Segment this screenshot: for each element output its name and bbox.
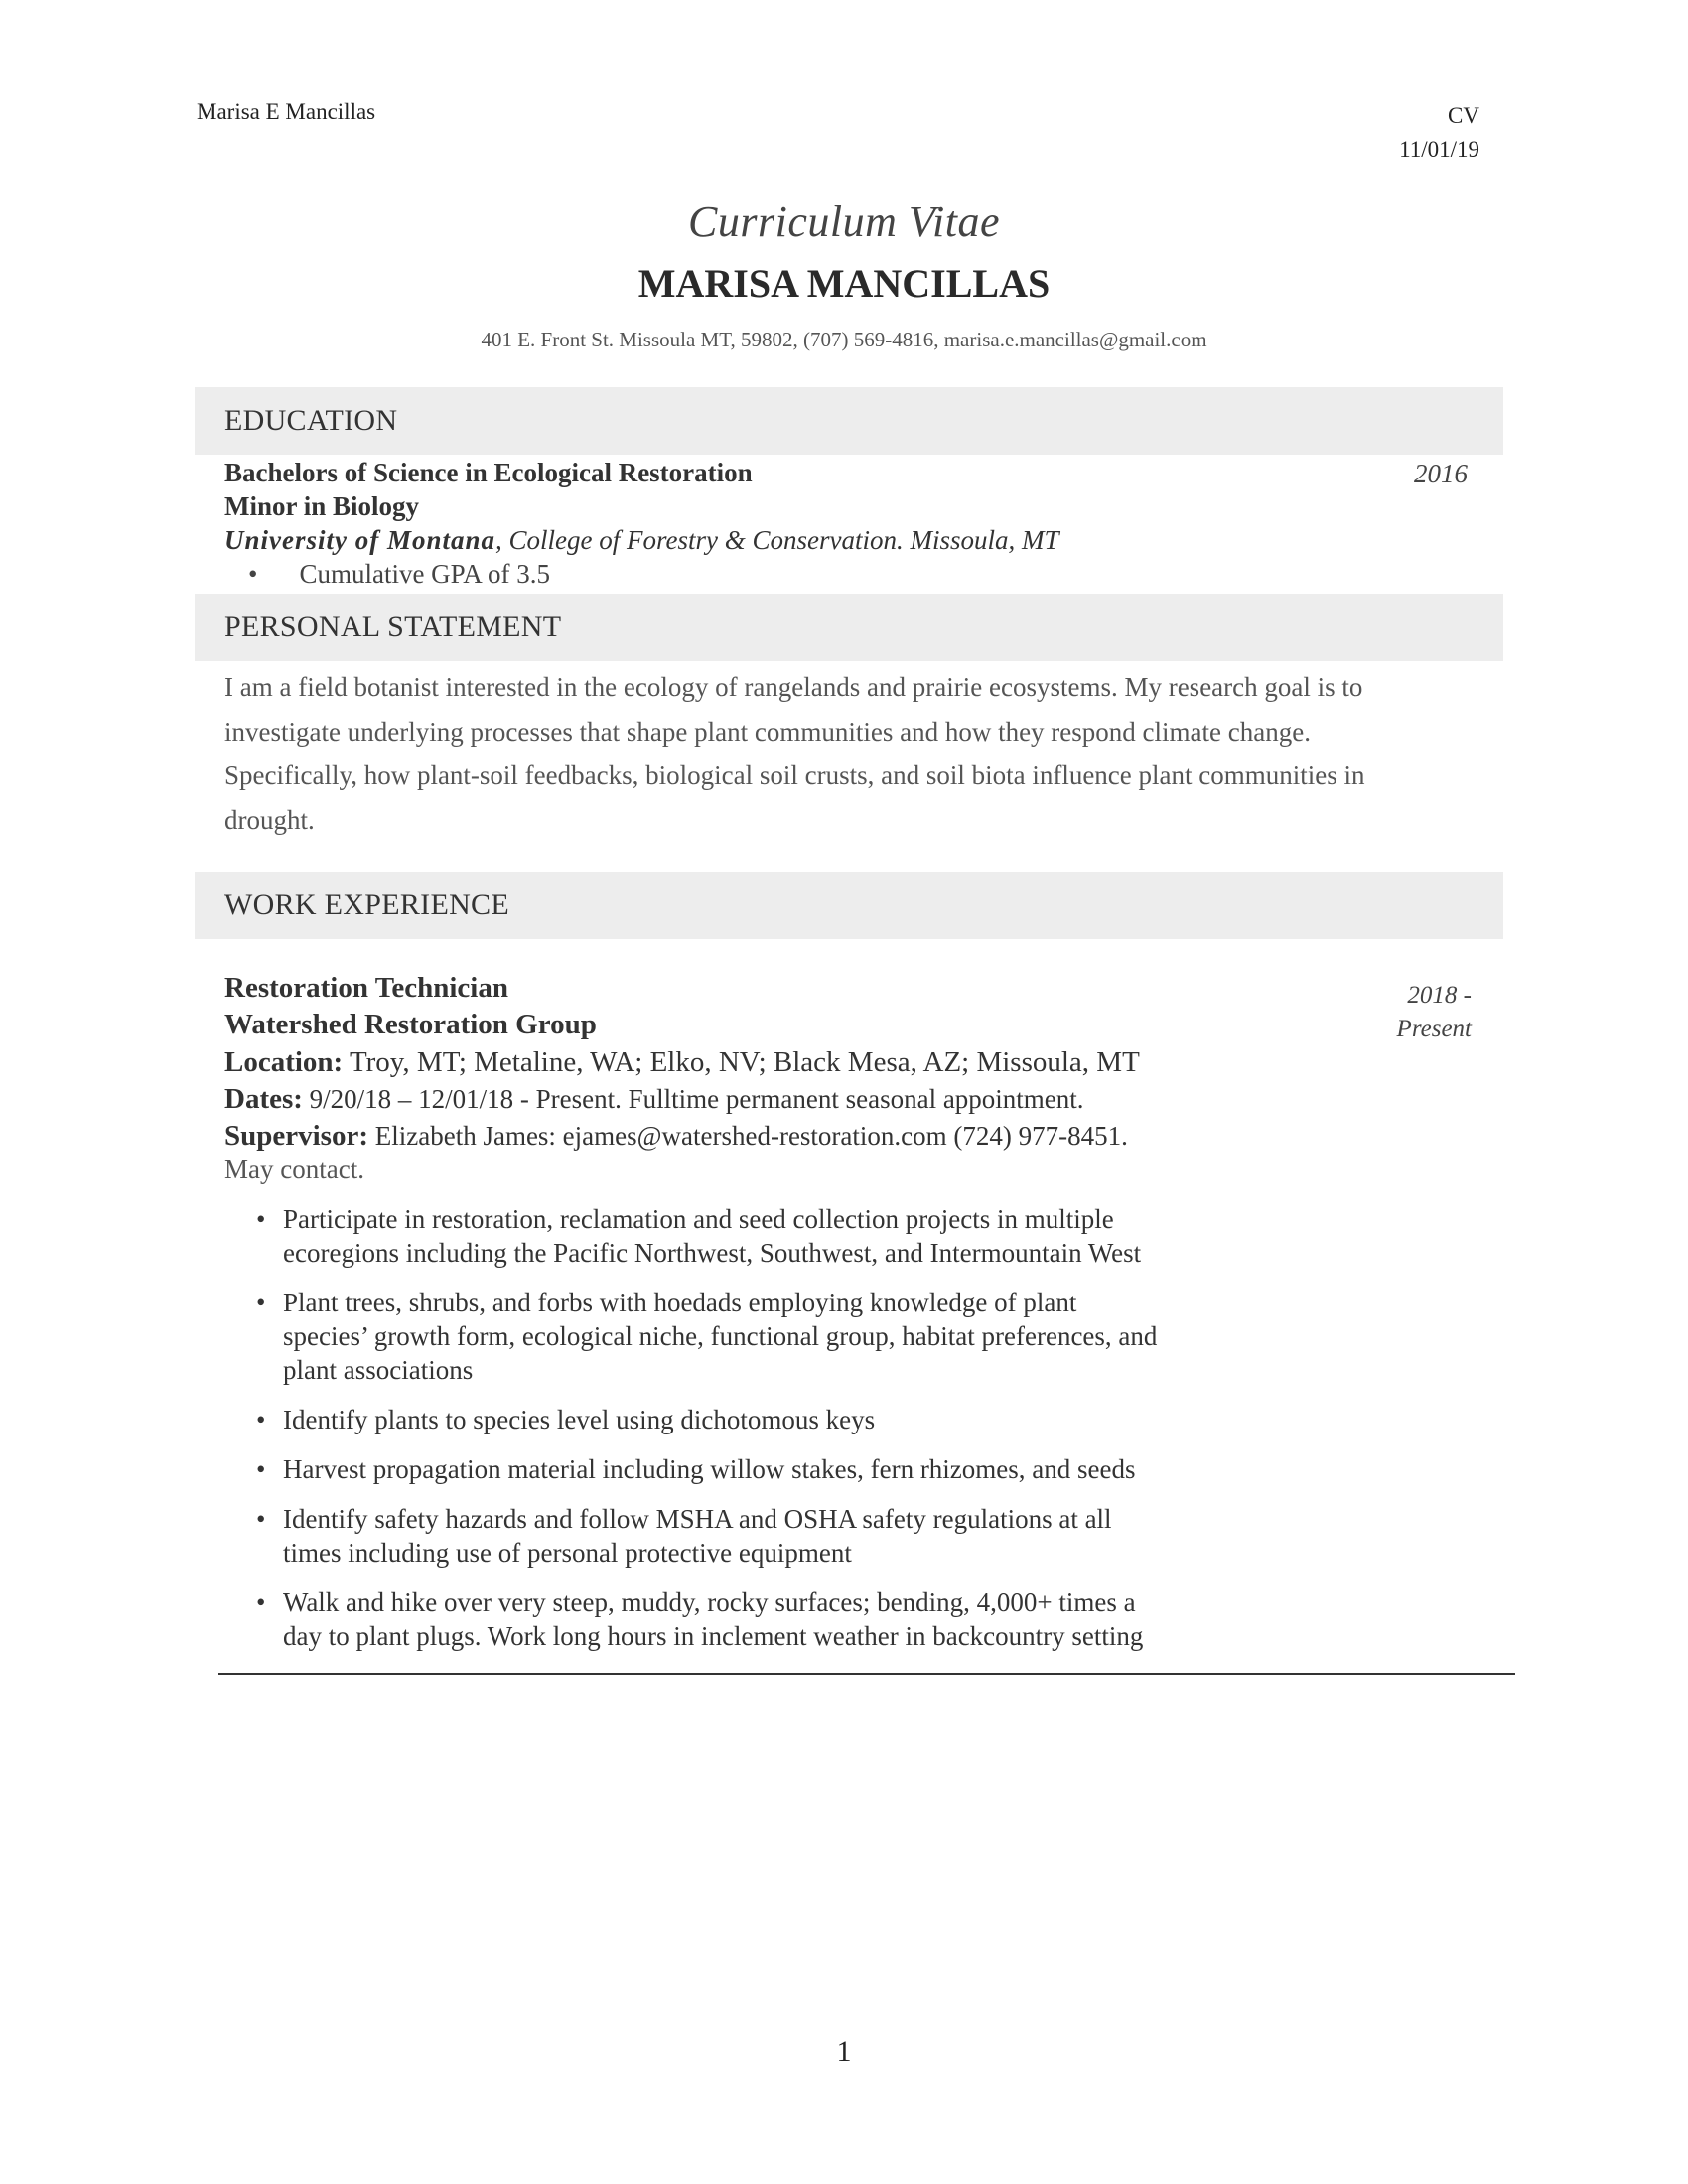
location-value: Troy, MT; Metaline, WA; Elko, NV; Black Mesa, AZ; Missoula, MT — [343, 1046, 1140, 1078]
section-divider — [218, 1673, 1479, 1675]
education-year: 2016 — [1414, 459, 1468, 488]
statement-line: Specifically, how plant-soil feedbacks, biological soil crusts, and soil biota influence plant communities in — [224, 760, 1365, 790]
bullet-dot: • — [256, 1454, 266, 1484]
job-date-range — [1291, 979, 1472, 1046]
running-header-name: Marisa E Mancillas — [197, 99, 376, 124]
statement-line: investigate underlying processes that shape plant communities and how they respond climate change. — [224, 716, 1311, 747]
bullet-dot: • — [256, 1288, 266, 1317]
statement-section-header — [195, 594, 1503, 661]
dates-value: 9/20/18 – 12/01/18 - Present. Fulltime permanent seasonal appointment. — [302, 1084, 1084, 1114]
list-item: • Identify safety hazards and follow MSHA and OSHA safety regulations at all times including use of personal protective equipment — [256, 1504, 1112, 1568]
job-date-start: 2018 - — [1407, 982, 1472, 1009]
job-supervisor — [224, 1120, 1128, 1153]
education-section-header — [195, 387, 1503, 455]
bullet-dot: • — [248, 559, 258, 589]
statement-line: drought. — [224, 804, 315, 835]
employer-name: Watershed Restoration Group — [224, 1009, 597, 1040]
minor-title: Minor in Biology — [224, 491, 420, 521]
college-name: , College of Forestry & Conservation. Missoula, MT — [495, 525, 1059, 555]
job-location — [224, 1046, 1140, 1079]
university-name: University of Montana — [224, 525, 496, 555]
work-heading: WORK EXPERIENCE — [224, 888, 509, 921]
location-label: Location: — [224, 1046, 344, 1078]
person-name: MARISA MANCILLAS — [637, 261, 1051, 306]
institution-line — [224, 525, 1059, 556]
dates-label: Dates: — [224, 1083, 303, 1115]
statement-line: I am a field botanist interested in the ecology of rangelands and prairie ecosystems. My research goal is to — [224, 672, 1363, 702]
bullet-dot: • — [256, 1405, 266, 1434]
job-date-end: Present — [1396, 1016, 1472, 1042]
contact-line: 401 E. Front St. Missoula MT, 59802, (707) 569-4816, marisa.e.mancillas@gmail.com — [481, 328, 1207, 351]
document-title: Curriculum Vitae — [688, 198, 1000, 246]
list-item: • Participate in restoration, reclamation and seed collection projects in multiple ecoregions including the Pacific Northwest, Southwest, and Intermountain West — [256, 1204, 1142, 1268]
list-item: • Harvest propagation material including willow stakes, fern rhizomes, and seeds — [256, 1454, 1136, 1484]
statement-heading: PERSONAL STATEMENT — [224, 611, 562, 643]
section-divider-end — [1479, 1673, 1515, 1675]
page-number: 1 — [836, 2035, 852, 2068]
degree-title: Bachelors of Science in Ecological Restoration — [224, 458, 753, 487]
running-header-date: 11/01/19 — [1399, 137, 1479, 162]
job-title: Restoration Technician — [224, 972, 508, 1004]
running-header-doc-type: CV — [1448, 103, 1479, 128]
gpa-text: Cumulative GPA of 3.5 — [299, 559, 550, 589]
list-item: • Identify plants to species level using dichotomous keys — [256, 1405, 876, 1434]
supervisor-value: Elizabeth James: ejames@watershed-restoration.com (724) 977-8451. — [368, 1121, 1128, 1151]
work-section-header — [195, 872, 1503, 939]
supervisor-label: Supervisor: — [224, 1120, 368, 1152]
job-dates — [224, 1083, 1084, 1116]
bullet-dot: • — [256, 1587, 266, 1617]
duties-list — [254, 1202, 1247, 1669]
list-item: • Walk and hike over very steep, muddy, rocky surfaces; bending, 4,000+ times a day to plant plugs. Work long hours in inclement weather in backcountry setting — [256, 1587, 1144, 1651]
bullet-dot: • — [256, 1204, 266, 1234]
education-heading: EDUCATION — [224, 404, 398, 437]
gpa-bullet — [248, 559, 550, 590]
statement-body — [224, 665, 1476, 842]
contact-note: May contact. — [224, 1155, 364, 1184]
list-item: • Plant trees, shrubs, and forbs with hoedads employing knowledge of plant species’ growth form, ecological niche, functional group, habitat preferences, and plant associations — [256, 1288, 1158, 1385]
running-header-right — [1291, 99, 1479, 167]
bullet-dot: • — [256, 1504, 266, 1534]
